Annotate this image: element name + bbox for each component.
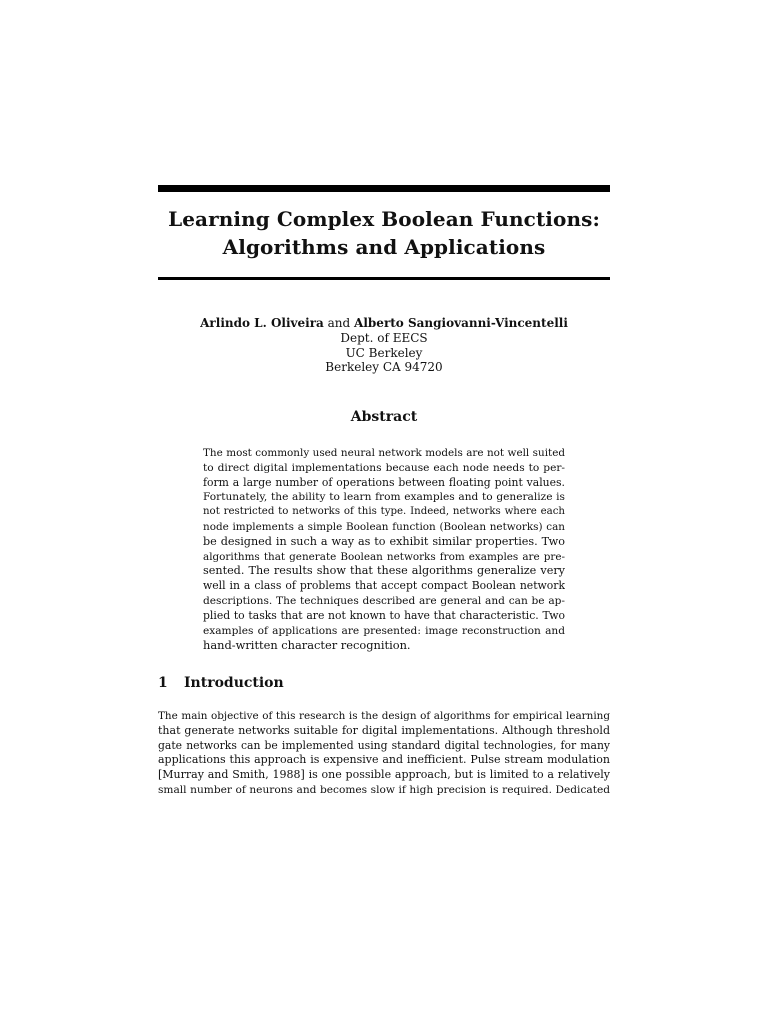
author-2: Alberto Sangiovanni-Vincentelli (354, 316, 568, 330)
affiliation-dept: Dept. of EECS (340, 331, 428, 345)
affiliation-city: Berkeley CA 94720 (325, 360, 443, 374)
author-1: Arlindo L. Oliveira (200, 316, 324, 330)
abstract-heading: Abstract (350, 409, 418, 425)
title-line-2: Algorithms and Applications (222, 235, 546, 259)
title-line-1: Learning Complex Boolean Functions: (168, 207, 600, 231)
abstract-line: well in a class of problems that accept compact Boolean network (203, 579, 565, 593)
intro-line: small number of neurons and becomes slow if high precision is required. Dedicated (158, 783, 610, 796)
abstract-line: be designed in such a way as to exhibit similar properties. Two (203, 534, 565, 548)
abstract-line: Fortunately, the ability to learn from examples and to generalize is (203, 491, 565, 504)
abstract-line: to direct digital implementations because each node needs to per- (203, 461, 565, 474)
intro-line: [Murray and Smith, 1988] is one possible approach, but is limited to a relatively (158, 768, 610, 782)
abstract-line: plied to tasks that are not known to have that characteristic. Two (203, 608, 565, 622)
title-bottom-rule (158, 277, 610, 280)
affiliation-university: UC Berkeley (345, 345, 423, 360)
abstract-line: hand-written character recognition. (203, 638, 411, 653)
abstract-line: form a large number of operations between floating point values. (203, 475, 565, 489)
intro-line: that generate networks suitable for digital implementations. Although threshold (158, 723, 610, 737)
section-title: Introduction (184, 675, 284, 691)
intro-line: The main objective of this research is the design of algorithms for empirical learning (158, 710, 610, 722)
abstract-line: sented. The results show that these algorithms generalize very (203, 564, 565, 578)
intro-line: gate networks can be implemented using standard digital technologies, for many (158, 738, 610, 752)
intro-line: applications this approach is expensive and inefficient. Pulse stream modulation (158, 753, 610, 767)
abstract-line: node implements a simple Boolean function (Boolean networks) can (203, 520, 565, 533)
affiliation (158, 331, 610, 375)
abstract-line: The most commonly used neural network models are not well suited (203, 447, 565, 459)
abstract-line: examples of applications are presented: image reconstruction and (203, 624, 565, 637)
paper-title (158, 205, 610, 261)
section-heading-introduction (158, 674, 610, 692)
title-top-rule (158, 185, 610, 192)
introduction-body (158, 709, 610, 798)
author-connector: and (327, 316, 351, 330)
section-number: 1 (158, 675, 168, 691)
abstract-line: algorithms that generate Boolean networks from examples are pre- (203, 550, 565, 563)
author-line (158, 316, 610, 330)
abstract-line: not restricted to networks of this type. Indeed, networks where each (203, 506, 565, 518)
abstract-line: descriptions. The techniques described are general and can be ap- (203, 594, 565, 607)
abstract-body (203, 446, 565, 653)
